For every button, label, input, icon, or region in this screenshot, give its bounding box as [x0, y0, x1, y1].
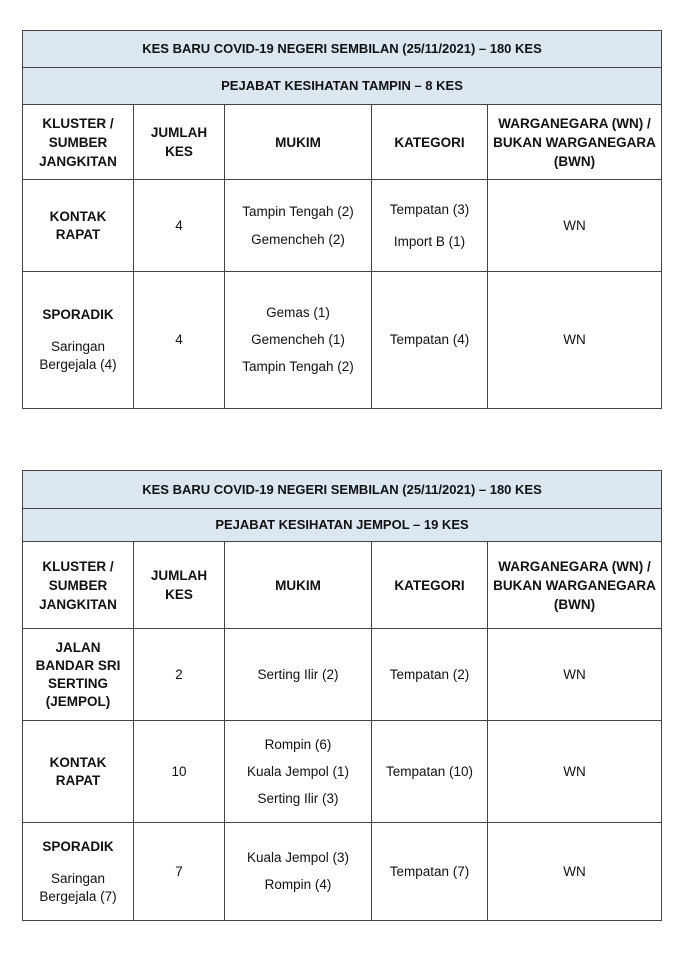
kategori-item: Tempatan (3)	[389, 201, 470, 217]
jumlah-cell: 7	[134, 823, 225, 921]
table-title: KES BARU COVID-19 NEGERI SEMBILAN (25/11/2021) – 180 KES	[23, 31, 662, 68]
cluster-cell	[23, 272, 134, 409]
table-row	[23, 629, 662, 721]
wn-cell: WN	[488, 823, 662, 921]
kategori-cell: Tempatan (10)	[372, 721, 488, 823]
mukim-item: Rompin (6)	[264, 736, 332, 752]
col-header-jumlah: JUMLAH KES	[134, 542, 225, 629]
mukim-item: Kuala Jempol (1)	[246, 763, 350, 779]
wn-cell: WN	[488, 180, 662, 272]
mukim-cell	[225, 721, 372, 823]
col-header-cluster: KLUSTER / SUMBER JANGKITAN	[23, 542, 134, 629]
col-header-mukim: MUKIM	[225, 105, 372, 180]
office-title: PEJABAT KESIHATAN JEMPOL – 19 KES	[23, 509, 662, 542]
kategori-cell	[372, 180, 488, 272]
mukim-item: Gemas (1)	[266, 305, 330, 320]
table-row	[23, 180, 662, 272]
jumlah-cell: 4	[134, 272, 225, 409]
jempol-table	[22, 470, 662, 921]
col-header-kategori: KATEGORI	[372, 542, 488, 629]
cluster-label: SPORADIK	[42, 307, 114, 322]
mukim-item: Rompin (4)	[264, 877, 332, 892]
cluster-cell	[23, 823, 134, 921]
table-row	[23, 823, 662, 921]
kategori-item: Import B (1)	[393, 233, 466, 249]
mukim-item: Serting Ilir (3)	[257, 790, 339, 806]
kategori-cell: Tempatan (4)	[372, 272, 488, 409]
cluster-cell: JALAN BANDAR SRI SERTING (JEMPOL)	[23, 629, 134, 721]
tampin-table	[22, 30, 662, 409]
col-header-kategori: KATEGORI	[372, 105, 488, 180]
cluster-cell: KONTAK RAPAT	[23, 721, 134, 823]
office-title: PEJABAT KESIHATAN TAMPIN – 8 KES	[23, 68, 662, 105]
mukim-item: Tampin Tengah (2)	[242, 203, 354, 219]
col-header-mukim: MUKIM	[225, 542, 372, 629]
col-header-wn: WARGANEGARA (WN) / BUKAN WARGANEGARA (BWN)	[488, 542, 662, 629]
cluster-note: Saringan Bergejala (7)	[39, 870, 117, 904]
wn-cell: WN	[488, 721, 662, 823]
mukim-cell	[225, 823, 372, 921]
mukim-cell	[225, 272, 372, 409]
kategori-cell: Tempatan (7)	[372, 823, 488, 921]
mukim-item: Kuala Jempol (3)	[246, 850, 350, 865]
mukim-item: Tampin Tengah (2)	[242, 359, 354, 374]
cluster-note: Saringan Bergejala (4)	[39, 339, 117, 372]
jumlah-cell: 4	[134, 180, 225, 272]
cluster-cell: KONTAK RAPAT	[23, 180, 134, 272]
cluster-label: SPORADIK	[42, 838, 114, 854]
col-header-wn: WARGANEGARA (WN) / BUKAN WARGANEGARA (BWN)	[488, 105, 662, 180]
mukim-cell: Serting Ilir (2)	[225, 629, 372, 721]
col-header-cluster: KLUSTER / SUMBER JANGKITAN	[23, 105, 134, 180]
mukim-item: Gemencheh (1)	[251, 332, 345, 347]
table-title: KES BARU COVID-19 NEGERI SEMBILAN (25/11/2021) – 180 KES	[23, 471, 662, 509]
jumlah-cell: 2	[134, 629, 225, 721]
table-row	[23, 272, 662, 409]
table-row	[23, 721, 662, 823]
kategori-cell: Tempatan (2)	[372, 629, 488, 721]
wn-cell: WN	[488, 272, 662, 409]
col-header-jumlah: JUMLAH KES	[134, 105, 225, 180]
mukim-item: Gemencheh (2)	[251, 231, 345, 247]
mukim-cell	[225, 180, 372, 272]
jumlah-cell: 10	[134, 721, 225, 823]
wn-cell: WN	[488, 629, 662, 721]
